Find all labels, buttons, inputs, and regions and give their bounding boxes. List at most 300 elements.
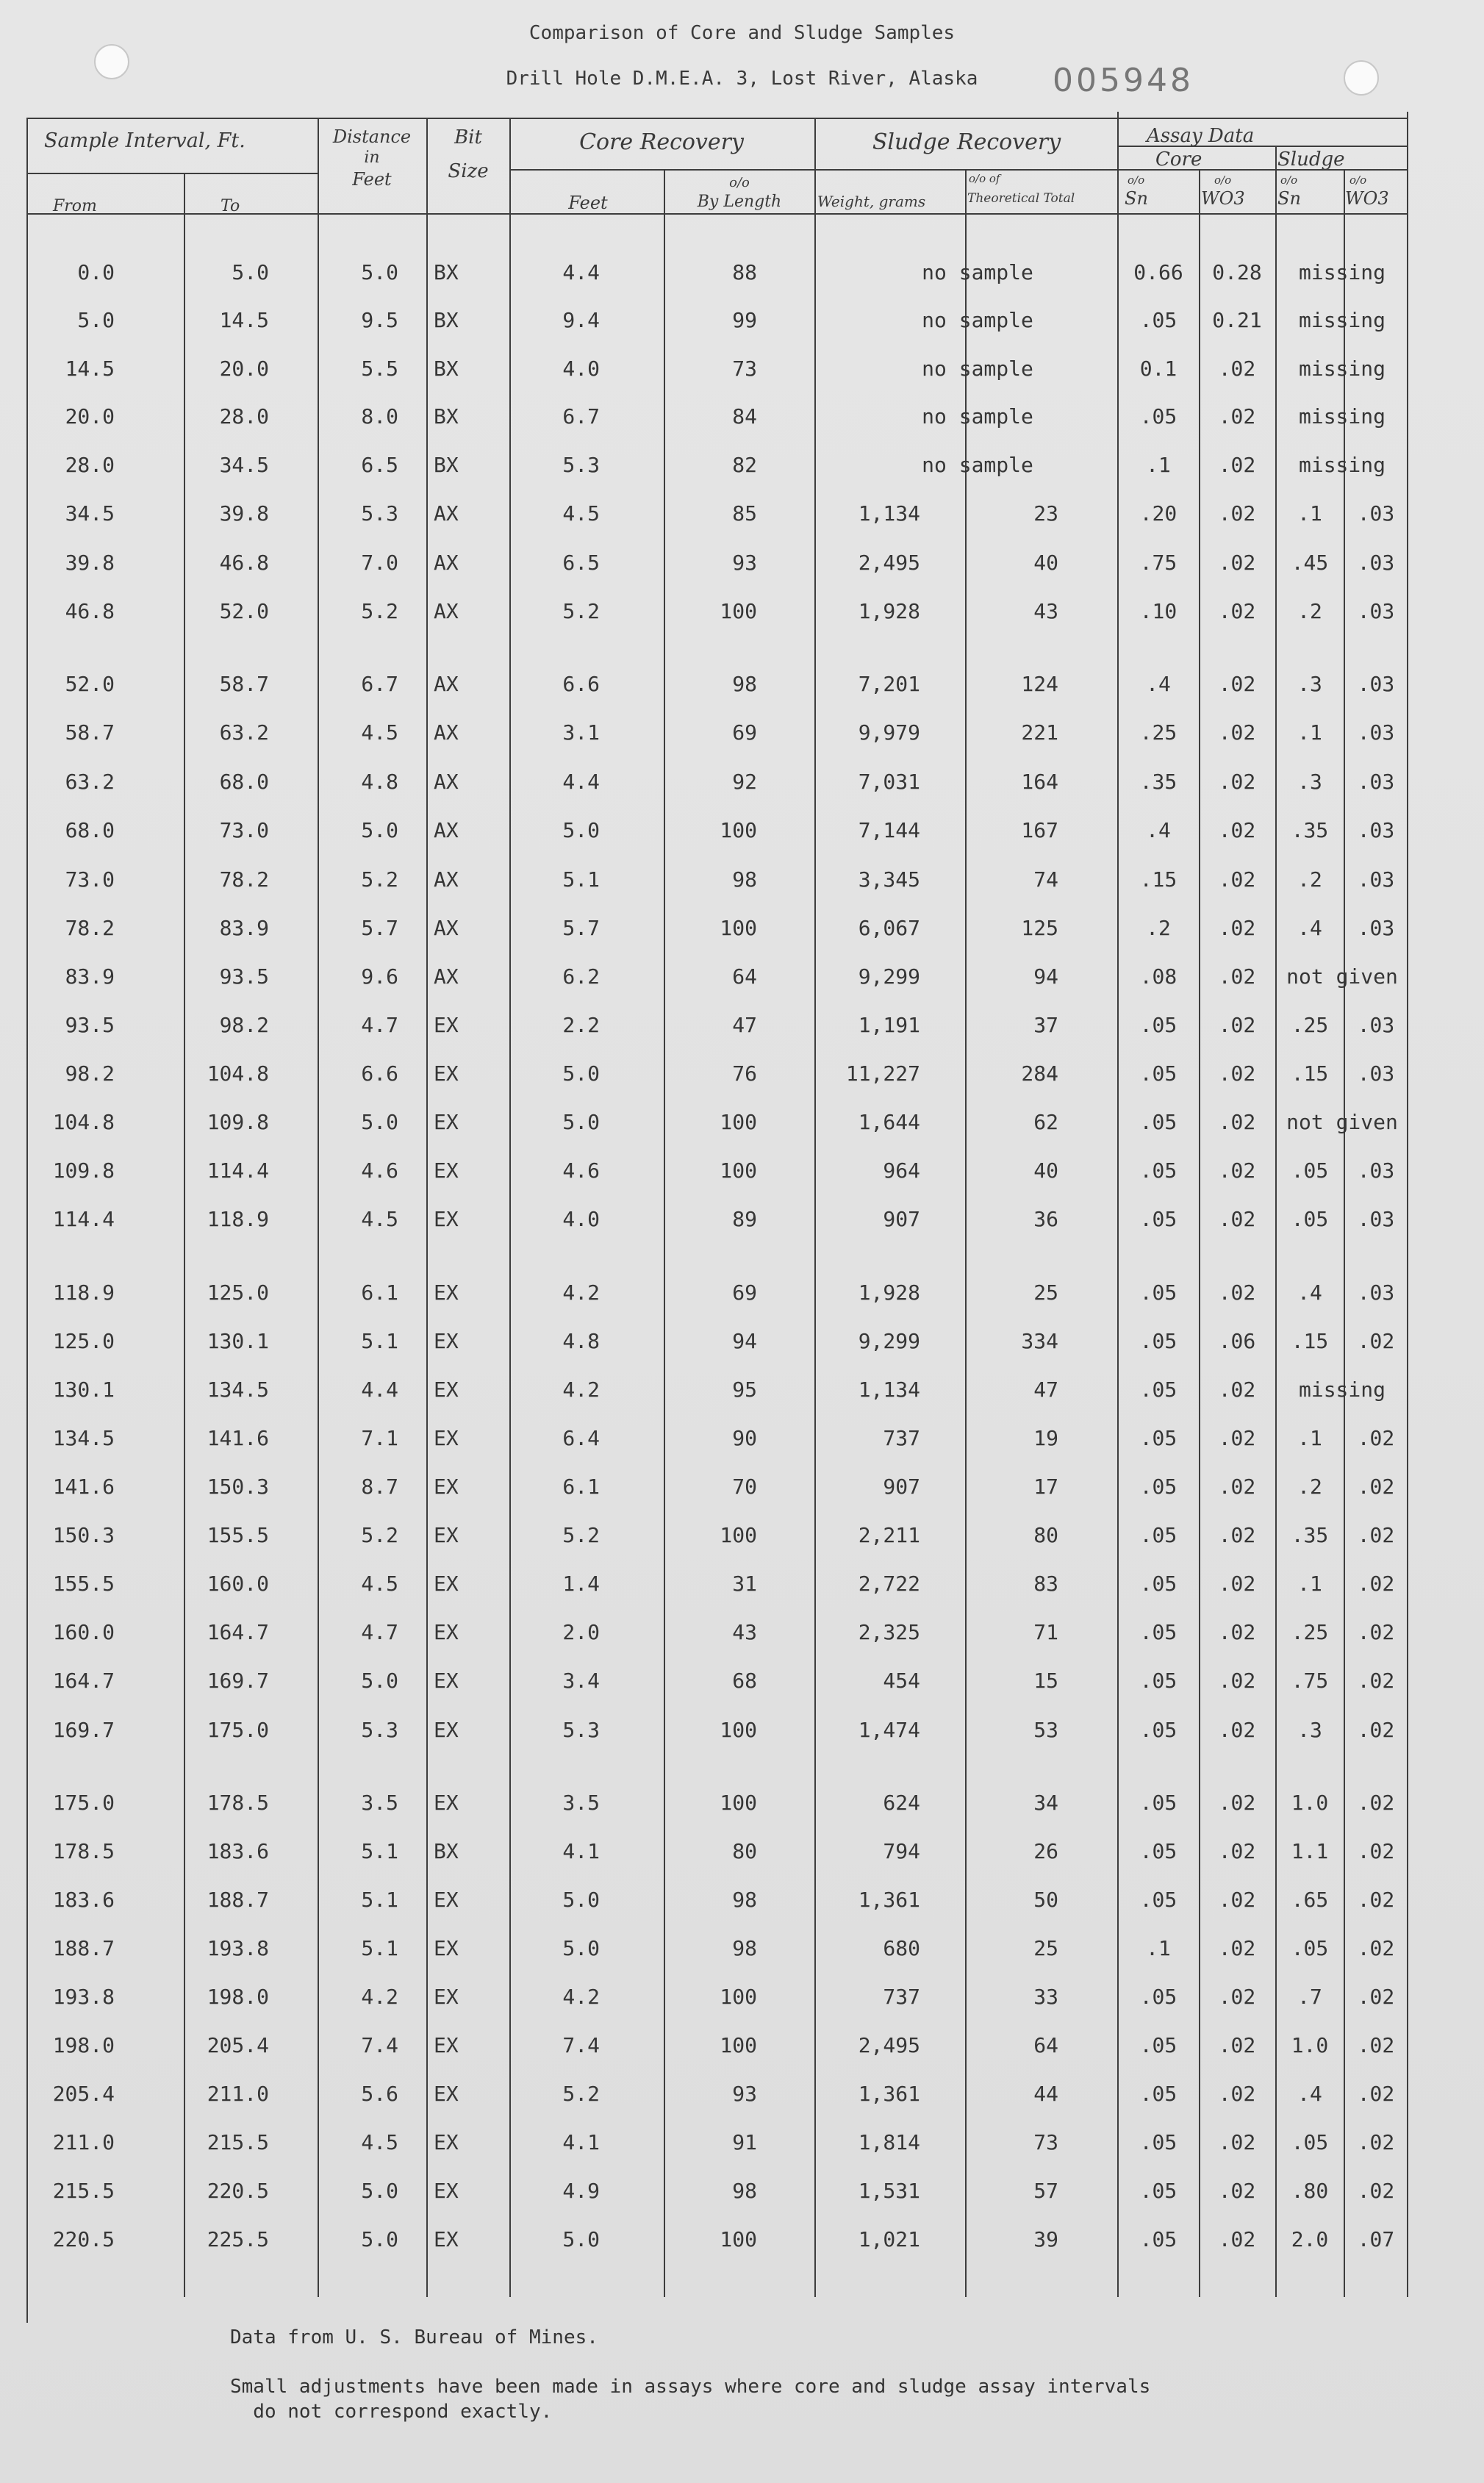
- cell-sludge-weight: 737: [883, 1426, 920, 1450]
- cell-core-by-length: 70: [732, 1475, 757, 1499]
- cell-core-sn: .05: [1139, 2130, 1177, 2154]
- cell-bit-size: EX: [434, 1985, 459, 2009]
- cell-core-feet: 4.0: [562, 1207, 600, 1231]
- cell-to: 63.2: [219, 720, 269, 745]
- cell-core-by-length: 64: [732, 964, 757, 989]
- cell-bit-size: EX: [434, 1013, 459, 1037]
- cell-core-by-length: 93: [732, 551, 757, 575]
- cell-core-sn: .1: [1146, 1936, 1171, 1960]
- cell-distance: 8.7: [361, 1475, 398, 1499]
- cell-sludge-theoretical: 37: [1033, 1013, 1058, 1037]
- cell-from: 98.2: [65, 1061, 115, 1086]
- cell-core-sn: .4: [1146, 818, 1171, 842]
- cell-sludge-sn: .45: [1291, 551, 1329, 575]
- cell-core-by-length: 98: [732, 672, 757, 696]
- cell-sludge-note: missing: [1298, 308, 1386, 332]
- cell-distance: 5.7: [361, 916, 398, 940]
- cell-sludge-weight: 794: [883, 1839, 920, 1863]
- cell-bit-size: EX: [434, 1718, 459, 1742]
- cell-to: 5.0: [232, 260, 269, 284]
- cell-core-feet: 4.6: [562, 1158, 600, 1183]
- cell-sludge-weight: 7,144: [858, 818, 920, 842]
- cell-sludge-sn: .80: [1291, 2179, 1329, 2203]
- cell-core-feet: 4.4: [562, 260, 600, 284]
- cell-core-wo3: .02: [1218, 2179, 1256, 2203]
- cell-core-feet: 2.2: [562, 1013, 600, 1037]
- cell-bit-size: AX: [434, 501, 459, 526]
- cell-bit-size: BX: [434, 404, 459, 429]
- cell-core-wo3: 0.28: [1212, 260, 1262, 284]
- cell-sludge-wo3: .02: [1357, 2179, 1395, 2203]
- header-pct-core-sn: o/o: [1128, 173, 1145, 187]
- cell-from: 160.0: [52, 1620, 115, 1644]
- cell-sludge-weight: 1,928: [858, 599, 920, 623]
- cell-core-by-length: 43: [732, 1620, 757, 1644]
- cell-sludge-wo3: .03: [1357, 1207, 1395, 1231]
- cell-sludge-wo3: .02: [1357, 1839, 1395, 1863]
- cell-sludge-weight: 9,979: [858, 720, 920, 745]
- cell-core-wo3: 0.21: [1212, 308, 1262, 332]
- cell-core-feet: 6.6: [562, 672, 600, 696]
- header-assay-sludge: Sludge: [1277, 148, 1345, 171]
- cell-sludge-weight: 1,531: [858, 2179, 920, 2203]
- cell-distance: 4.8: [361, 770, 398, 794]
- cell-from: 63.2: [65, 770, 115, 794]
- cell-core-by-length: 47: [732, 1013, 757, 1037]
- cell-from: 188.7: [52, 1936, 115, 1960]
- cell-bit-size: BX: [434, 260, 459, 284]
- cell-bit-size: EX: [434, 1377, 459, 1402]
- cell-core-by-length: 98: [732, 1888, 757, 1912]
- cell-core-sn: .05: [1139, 1280, 1177, 1305]
- cell-core-sn: .05: [1139, 1523, 1177, 1547]
- cell-no-sample: no sample: [922, 453, 1033, 477]
- cell-core-wo3: .02: [1218, 1061, 1256, 1086]
- cell-from: 83.9: [65, 964, 115, 989]
- cell-bit-size: BX: [434, 1839, 459, 1863]
- cell-core-sn: .05: [1139, 1377, 1177, 1402]
- cell-sludge-sn: .25: [1291, 1013, 1329, 1037]
- cell-core-sn: .10: [1139, 599, 1177, 623]
- cell-core-feet: 6.2: [562, 964, 600, 989]
- cell-core-sn: .05: [1139, 1620, 1177, 1644]
- cell-to: 83.9: [219, 916, 269, 940]
- cell-core-wo3: .02: [1218, 916, 1256, 940]
- cell-sludge-sn: .4: [1297, 916, 1322, 940]
- header-rule: [26, 118, 1407, 119]
- cell-core-feet: 3.1: [562, 720, 600, 745]
- header-core-recovery: Core Recovery: [579, 129, 744, 155]
- header-from: From: [53, 197, 97, 215]
- cell-sludge-sn: .75: [1291, 1669, 1329, 1693]
- cell-from: 175.0: [52, 1791, 115, 1815]
- cell-to: 34.5: [219, 453, 269, 477]
- cell-to: 73.0: [219, 818, 269, 842]
- cell-sludge-theoretical: 34: [1033, 1791, 1058, 1815]
- cell-core-sn: .05: [1139, 2227, 1177, 2251]
- cell-sludge-wo3: .03: [1357, 599, 1395, 623]
- cell-distance: 5.0: [361, 1110, 398, 1134]
- cell-to: 46.8: [219, 551, 269, 575]
- cell-sludge-sn: .2: [1297, 1475, 1322, 1499]
- cell-sludge-wo3: .03: [1357, 672, 1395, 696]
- cell-to: 78.2: [219, 867, 269, 892]
- cell-sludge-theoretical: 33: [1033, 1985, 1058, 2009]
- cell-sludge-weight: 1,928: [858, 1280, 920, 1305]
- cell-sludge-sn: 1.1: [1291, 1839, 1329, 1863]
- cell-core-sn: .05: [1139, 2179, 1177, 2203]
- cell-sludge-wo3: .02: [1357, 2033, 1395, 2057]
- cell-sludge-weight: 9,299: [858, 1329, 920, 1353]
- cell-sludge-sn: .2: [1297, 599, 1322, 623]
- cell-sludge-wo3: .02: [1357, 1888, 1395, 1912]
- cell-sludge-sn: .3: [1297, 672, 1322, 696]
- cell-to: 58.7: [219, 672, 269, 696]
- cell-core-wo3: .02: [1218, 551, 1256, 575]
- cell-core-by-length: 85: [732, 501, 757, 526]
- cell-sludge-theoretical: 19: [1033, 1426, 1058, 1450]
- cell-from: 5.0: [77, 308, 115, 332]
- column-rule: [1117, 112, 1119, 2297]
- cell-to: 193.8: [207, 1936, 269, 1960]
- cell-sludge-theoretical: 15: [1033, 1669, 1058, 1693]
- cell-from: 141.6: [52, 1475, 115, 1499]
- cell-core-by-length: 100: [720, 1110, 757, 1134]
- cell-sludge-weight: 737: [883, 1985, 920, 2009]
- cell-to: 20.0: [219, 356, 269, 381]
- cell-sludge-sn: .3: [1297, 770, 1322, 794]
- cell-distance: 6.7: [361, 672, 398, 696]
- cell-sludge-sn: 1.0: [1291, 2033, 1329, 2057]
- cell-sludge-weight: 7,031: [858, 770, 920, 794]
- cell-core-sn: .08: [1139, 964, 1177, 989]
- cell-core-wo3: .02: [1218, 964, 1256, 989]
- cell-to: 205.4: [207, 2033, 269, 2057]
- cell-to: 134.5: [207, 1377, 269, 1402]
- cell-core-feet: 5.2: [562, 2082, 600, 2106]
- cell-from: 193.8: [52, 1985, 115, 2009]
- cell-sludge-sn: .05: [1291, 1207, 1329, 1231]
- cell-from: 52.0: [65, 672, 115, 696]
- cell-core-sn: .05: [1139, 308, 1177, 332]
- cell-distance: 4.4: [361, 1377, 398, 1402]
- header-weight-grams: Weight, grams: [817, 193, 926, 210]
- cell-sludge-theoretical: 17: [1033, 1475, 1058, 1499]
- cell-distance: 5.0: [361, 1669, 398, 1693]
- cell-core-by-length: 100: [720, 1791, 757, 1815]
- cell-core-feet: 5.7: [562, 916, 600, 940]
- cell-sludge-sn: .05: [1291, 1158, 1329, 1183]
- header-core-wo3: WO3: [1201, 188, 1245, 209]
- column-rule: [26, 118, 28, 2323]
- cell-from: 164.7: [52, 1669, 115, 1693]
- cell-sludge-note: missing: [1298, 1377, 1386, 1402]
- cell-sludge-sn: .15: [1291, 1329, 1329, 1353]
- cell-sludge-theoretical: 73: [1033, 2130, 1058, 2154]
- cell-to: 93.5: [219, 964, 269, 989]
- cell-core-wo3: .02: [1218, 1013, 1256, 1037]
- cell-distance: 5.2: [361, 867, 398, 892]
- cell-core-sn: .05: [1139, 1013, 1177, 1037]
- column-rule: [1344, 169, 1345, 2297]
- cell-core-feet: 5.2: [562, 1523, 600, 1547]
- cell-core-feet: 4.2: [562, 1985, 600, 2009]
- cell-sludge-theoretical: 40: [1033, 1158, 1058, 1183]
- cell-sludge-note: not given: [1286, 964, 1398, 989]
- cell-sludge-note: missing: [1298, 260, 1386, 284]
- header-pct-sludge-wo3: o/o: [1349, 173, 1367, 187]
- header-rule: [509, 169, 814, 171]
- cell-sludge-weight: 1,361: [858, 1888, 920, 1912]
- cell-core-sn: .05: [1139, 1110, 1177, 1134]
- cell-from: 169.7: [52, 1718, 115, 1742]
- cell-sludge-theoretical: 164: [1021, 770, 1058, 794]
- cell-distance: 9.6: [361, 964, 398, 989]
- cell-core-feet: 4.0: [562, 356, 600, 381]
- cell-core-wo3: .02: [1218, 1110, 1256, 1134]
- cell-core-sn: .1: [1146, 453, 1171, 477]
- cell-sludge-theoretical: 125: [1021, 916, 1058, 940]
- cell-core-wo3: .02: [1218, 1377, 1256, 1402]
- cell-sludge-wo3: .03: [1357, 551, 1395, 575]
- cell-bit-size: EX: [434, 1620, 459, 1644]
- cell-core-feet: 5.0: [562, 818, 600, 842]
- cell-sludge-weight: 1,814: [858, 2130, 920, 2154]
- cell-sludge-weight: 2,211: [858, 1523, 920, 1547]
- header-sludge-recovery: Sludge Recovery: [872, 129, 1061, 155]
- cell-core-feet: 4.5: [562, 501, 600, 526]
- cell-core-sn: .4: [1146, 672, 1171, 696]
- cell-to: 183.6: [207, 1839, 269, 1863]
- cell-bit-size: AX: [434, 672, 459, 696]
- cell-distance: 6.6: [361, 1061, 398, 1086]
- cell-core-by-length: 69: [732, 1280, 757, 1305]
- cell-sludge-sn: .3: [1297, 1718, 1322, 1742]
- cell-core-sn: .05: [1139, 1985, 1177, 2009]
- cell-bit-size: EX: [434, 1110, 459, 1134]
- cell-sludge-sn: .05: [1291, 1936, 1329, 1960]
- cell-core-sn: .05: [1139, 1572, 1177, 1596]
- cell-core-wo3: .02: [1218, 2082, 1256, 2106]
- cell-core-wo3: .02: [1218, 818, 1256, 842]
- header-sludge-wo3: WO3: [1345, 188, 1389, 209]
- cell-core-sn: .05: [1139, 1718, 1177, 1742]
- cell-from: 34.5: [65, 501, 115, 526]
- cell-sludge-theoretical: 62: [1033, 1110, 1058, 1134]
- cell-from: 198.0: [52, 2033, 115, 2057]
- cell-core-sn: .2: [1146, 916, 1171, 940]
- cell-no-sample: no sample: [922, 308, 1033, 332]
- cell-distance: 7.0: [361, 551, 398, 575]
- source-note: Data from U. S. Bureau of Mines.: [230, 2326, 598, 2348]
- cell-from: 125.0: [52, 1329, 115, 1353]
- cell-from: 58.7: [65, 720, 115, 745]
- cell-from: 68.0: [65, 818, 115, 842]
- cell-distance: 5.3: [361, 501, 398, 526]
- cell-core-wo3: .02: [1218, 1158, 1256, 1183]
- cell-distance: 5.1: [361, 1888, 398, 1912]
- cell-sludge-sn: .1: [1297, 1426, 1322, 1450]
- cell-bit-size: AX: [434, 818, 459, 842]
- cell-sludge-weight: 11,227: [845, 1061, 920, 1086]
- cell-sludge-note: missing: [1298, 356, 1386, 381]
- cell-distance: 3.5: [361, 1791, 398, 1815]
- cell-bit-size: EX: [434, 1207, 459, 1231]
- header-core-feet: Feet: [568, 193, 608, 213]
- cell-distance: 6.5: [361, 453, 398, 477]
- cell-core-by-length: 98: [732, 1936, 757, 1960]
- cell-from: 14.5: [65, 356, 115, 381]
- cell-core-wo3: .02: [1218, 720, 1256, 745]
- cell-core-wo3: .02: [1218, 1888, 1256, 1912]
- cell-sludge-weight: 2,495: [858, 551, 920, 575]
- cell-core-by-length: 100: [720, 818, 757, 842]
- cell-core-feet: 5.0: [562, 1936, 600, 1960]
- cell-to: 14.5: [219, 308, 269, 332]
- header-bit: Bit: [454, 126, 482, 148]
- cell-sludge-wo3: .02: [1357, 1791, 1395, 1815]
- cell-core-feet: 6.4: [562, 1426, 600, 1450]
- cell-core-sn: 0.1: [1139, 356, 1177, 381]
- cell-core-feet: 3.5: [562, 1791, 600, 1815]
- cell-core-feet: 4.8: [562, 1329, 600, 1353]
- header-distance-in: in: [364, 148, 380, 167]
- cell-distance: 4.7: [361, 1013, 398, 1037]
- cell-core-sn: .05: [1139, 404, 1177, 429]
- cell-core-feet: 5.1: [562, 867, 600, 892]
- cell-core-wo3: .02: [1218, 1426, 1256, 1450]
- cell-distance: 5.1: [361, 1936, 398, 1960]
- cell-sludge-weight: 1,474: [858, 1718, 920, 1742]
- cell-to: 160.0: [207, 1572, 269, 1596]
- cell-sludge-sn: .7: [1297, 1985, 1322, 2009]
- cell-to: 188.7: [207, 1888, 269, 1912]
- cell-bit-size: EX: [434, 1329, 459, 1353]
- cell-core-wo3: .02: [1218, 2227, 1256, 2251]
- cell-to: 118.9: [207, 1207, 269, 1231]
- cell-sludge-theoretical: 74: [1033, 867, 1058, 892]
- cell-from: 46.8: [65, 599, 115, 623]
- cell-distance: 8.0: [361, 404, 398, 429]
- cell-core-feet: 5.2: [562, 599, 600, 623]
- cell-core-feet: 6.7: [562, 404, 600, 429]
- cell-to: 114.4: [207, 1158, 269, 1183]
- cell-sludge-wo3: .02: [1357, 1523, 1395, 1547]
- cell-core-by-length: 92: [732, 770, 757, 794]
- document-title: Comparison of Core and Sludge Samples: [528, 22, 956, 44]
- cell-sludge-note: not given: [1286, 1110, 1398, 1134]
- cell-core-sn: .05: [1139, 1329, 1177, 1353]
- cell-from: 155.5: [52, 1572, 115, 1596]
- cell-core-by-length: 98: [732, 2179, 757, 2203]
- cell-distance: 5.0: [361, 818, 398, 842]
- cell-core-feet: 6.1: [562, 1475, 600, 1499]
- cell-distance: 5.2: [361, 599, 398, 623]
- cell-core-sn: .05: [1139, 1061, 1177, 1086]
- cell-sludge-wo3: .03: [1357, 1158, 1395, 1183]
- cell-core-wo3: .02: [1218, 2033, 1256, 2057]
- cell-from: 205.4: [52, 2082, 115, 2106]
- cell-core-wo3: .02: [1218, 770, 1256, 794]
- cell-core-wo3: .02: [1218, 404, 1256, 429]
- cell-core-feet: 6.5: [562, 551, 600, 575]
- cell-core-sn: .05: [1139, 2033, 1177, 2057]
- cell-distance: 5.3: [361, 1718, 398, 1742]
- cell-sludge-weight: 907: [883, 1207, 920, 1231]
- cell-bit-size: AX: [434, 867, 459, 892]
- column-rule: [1407, 112, 1408, 2297]
- cell-core-feet: 3.4: [562, 1669, 600, 1693]
- cell-core-by-length: 100: [720, 1523, 757, 1547]
- cell-sludge-theoretical: 50: [1033, 1888, 1058, 1912]
- cell-sludge-wo3: .03: [1357, 1013, 1395, 1037]
- cell-bit-size: BX: [434, 308, 459, 332]
- cell-sludge-weight: 9,299: [858, 964, 920, 989]
- cell-from: 39.8: [65, 551, 115, 575]
- cell-core-feet: 4.1: [562, 2130, 600, 2154]
- cell-bit-size: EX: [434, 1475, 459, 1499]
- cell-to: 109.8: [207, 1110, 269, 1134]
- cell-to: 68.0: [219, 770, 269, 794]
- cell-sludge-wo3: .02: [1357, 1669, 1395, 1693]
- adjustments-note: Small adjustments have been made in assays where core and sludge assay intervals do not correspond exactly.: [230, 2376, 1151, 2423]
- cell-bit-size: EX: [434, 1888, 459, 1912]
- cell-from: 220.5: [52, 2227, 115, 2251]
- cell-core-by-length: 100: [720, 1718, 757, 1742]
- cell-to: 130.1: [207, 1329, 269, 1353]
- cell-core-by-length: 100: [720, 1985, 757, 2009]
- cell-sludge-wo3: .03: [1357, 818, 1395, 842]
- cell-to: 175.0: [207, 1718, 269, 1742]
- cell-core-sn: .25: [1139, 720, 1177, 745]
- cell-sludge-weight: 454: [883, 1669, 920, 1693]
- header-core-sn: Sn: [1125, 188, 1148, 209]
- column-rule: [1199, 169, 1200, 2297]
- cell-to: 164.7: [207, 1620, 269, 1644]
- cell-to: 28.0: [219, 404, 269, 429]
- cell-sludge-theoretical: 25: [1033, 1280, 1058, 1305]
- cell-sludge-wo3: .02: [1357, 2082, 1395, 2106]
- cell-from: 118.9: [52, 1280, 115, 1305]
- cell-sludge-sn: .4: [1297, 2082, 1322, 2106]
- cell-core-by-length: 100: [720, 2227, 757, 2251]
- cell-core-by-length: 94: [732, 1329, 757, 1353]
- cell-core-sn: .05: [1139, 2082, 1177, 2106]
- cell-sludge-wo3: .02: [1357, 1572, 1395, 1596]
- cell-sludge-weight: 6,067: [858, 916, 920, 940]
- cell-sludge-weight: 2,495: [858, 2033, 920, 2057]
- cell-sludge-wo3: .03: [1357, 720, 1395, 745]
- cell-bit-size: EX: [434, 2130, 459, 2154]
- cell-core-feet: 4.9: [562, 2179, 600, 2203]
- cell-core-wo3: .02: [1218, 1839, 1256, 1863]
- cell-core-wo3: .02: [1218, 1936, 1256, 1960]
- cell-sludge-sn: .2: [1297, 867, 1322, 892]
- cell-distance: 4.2: [361, 1985, 398, 2009]
- cell-bit-size: EX: [434, 1158, 459, 1183]
- cell-sludge-weight: 624: [883, 1791, 920, 1815]
- column-rule: [426, 118, 428, 2297]
- cell-core-wo3: .02: [1218, 1475, 1256, 1499]
- cell-sludge-theoretical: 334: [1021, 1329, 1058, 1353]
- cell-core-by-length: 93: [732, 2082, 757, 2106]
- cell-sludge-theoretical: 80: [1033, 1523, 1058, 1547]
- cell-bit-size: AX: [434, 551, 459, 575]
- cell-from: 28.0: [65, 453, 115, 477]
- cell-to: 98.2: [219, 1013, 269, 1037]
- cell-from: 114.4: [52, 1207, 115, 1231]
- cell-bit-size: AX: [434, 599, 459, 623]
